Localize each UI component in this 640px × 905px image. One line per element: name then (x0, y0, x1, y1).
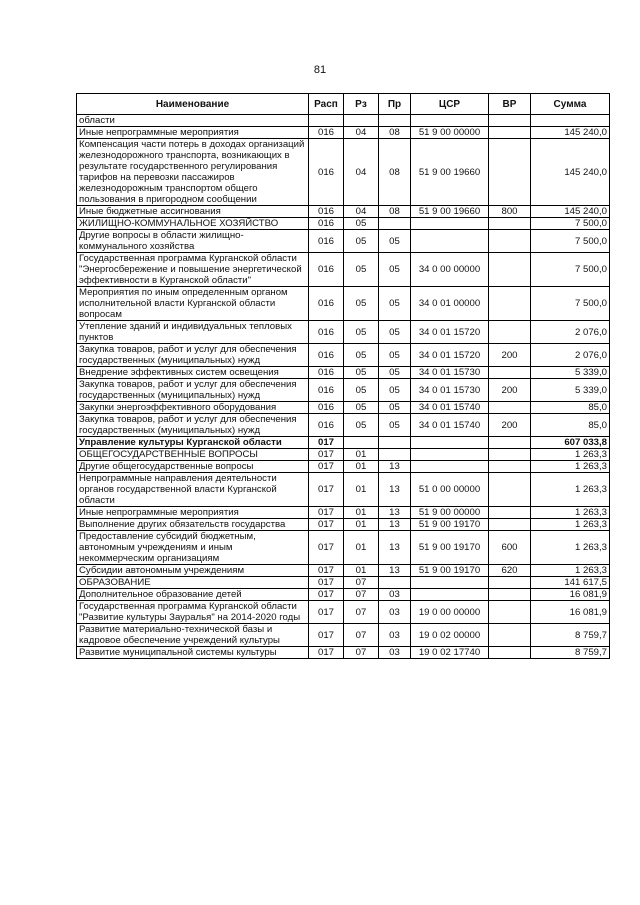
cell-pr: 05 (379, 414, 411, 437)
cell-name: ОБРАЗОВАНИЕ (77, 577, 309, 589)
cell-sum: 1 263,3 (531, 449, 610, 461)
cell-rz: 05 (344, 218, 379, 230)
cell-name: Субсидии автономным учреждениям (77, 565, 309, 577)
cell-rasp: 016 (309, 379, 344, 402)
cell-pr (379, 449, 411, 461)
cell-rz: 05 (344, 367, 379, 379)
table-row (77, 473, 610, 507)
cell-sum: 2 076,0 (531, 321, 610, 344)
table-row (77, 461, 610, 473)
cell-rz: 05 (344, 379, 379, 402)
cell-pr: 13 (379, 507, 411, 519)
cell-rasp: 016 (309, 367, 344, 379)
cell-rasp: 017 (309, 449, 344, 461)
cell-rasp: 017 (309, 473, 344, 507)
cell-name: Другие общегосударственные вопросы (77, 461, 309, 473)
cell-rasp: 016 (309, 230, 344, 253)
cell-csr: 19 0 02 17740 (411, 647, 489, 659)
cell-rasp: 016 (309, 321, 344, 344)
cell-name: Иные непрограммные мероприятия (77, 127, 309, 139)
cell-pr: 03 (379, 589, 411, 601)
cell-csr (411, 437, 489, 449)
cell-rz: 05 (344, 321, 379, 344)
cell-sum: 2 076,0 (531, 344, 610, 367)
cell-vr (489, 253, 531, 287)
cell-name: Закупка товаров, работ и услуг для обеспечения государственных (муниципальных) нужд (77, 344, 309, 367)
cell-pr: 13 (379, 531, 411, 565)
cell-csr (411, 230, 489, 253)
page-number: 81 (313, 64, 327, 76)
table-row (77, 437, 610, 449)
table-row (77, 414, 610, 437)
cell-rasp: 016 (309, 127, 344, 139)
cell-pr: 05 (379, 321, 411, 344)
cell-vr (489, 218, 531, 230)
cell-rasp: 016 (309, 287, 344, 321)
cell-name: Закупки энергоэффективного оборудования (77, 402, 309, 414)
cell-vr (489, 461, 531, 473)
table-row (77, 379, 610, 402)
cell-rz: 05 (344, 344, 379, 367)
cell-rz: 05 (344, 402, 379, 414)
cell-rasp: 017 (309, 519, 344, 531)
table-row (77, 507, 610, 519)
table-row (77, 127, 610, 139)
cell-csr: 34 0 01 00000 (411, 287, 489, 321)
cell-sum: 8 759,7 (531, 624, 610, 647)
cell-vr: 200 (489, 414, 531, 437)
cell-rasp: 017 (309, 461, 344, 473)
table-row (77, 367, 610, 379)
cell-rz: 05 (344, 287, 379, 321)
cell-name: ОБЩЕГОСУДАРСТВЕННЫЕ ВОПРОСЫ (77, 449, 309, 461)
cell-pr: 08 (379, 127, 411, 139)
cell-vr (489, 402, 531, 414)
table-row (77, 531, 610, 565)
cell-pr: 05 (379, 402, 411, 414)
cell-name: Государственная программа Курганской области "Развитие культуры Зауралья" на 2014-2020 годы (77, 601, 309, 624)
cell-rasp: 017 (309, 647, 344, 659)
table-row (77, 565, 610, 577)
cell-sum: 145 240,0 (531, 206, 610, 218)
cell-rasp: 017 (309, 437, 344, 449)
cell-name: Иные непрограммные мероприятия (77, 507, 309, 519)
cell-pr: 08 (379, 139, 411, 206)
cell-csr: 51 9 00 19170 (411, 531, 489, 565)
cell-rasp (309, 115, 344, 127)
cell-rz: 04 (344, 206, 379, 218)
cell-vr (489, 367, 531, 379)
cell-rasp: 017 (309, 601, 344, 624)
cell-sum: 16 081,9 (531, 589, 610, 601)
cell-vr: 200 (489, 344, 531, 367)
cell-csr: 51 9 00 19660 (411, 206, 489, 218)
cell-csr: 34 0 01 15740 (411, 402, 489, 414)
cell-sum: 1 263,3 (531, 473, 610, 507)
cell-sum: 85,0 (531, 414, 610, 437)
cell-rz: 05 (344, 253, 379, 287)
table-row (77, 577, 610, 589)
cell-rasp: 016 (309, 402, 344, 414)
cell-rz (344, 115, 379, 127)
table-row (77, 402, 610, 414)
header-rasp: Расп (309, 94, 344, 115)
cell-name: Предоставление субсидий бюджетным, автономным учреждениям и иным некоммерческим организациям (77, 531, 309, 565)
cell-rasp: 016 (309, 344, 344, 367)
cell-sum: 7 500,0 (531, 230, 610, 253)
cell-sum: 85,0 (531, 402, 610, 414)
cell-pr (379, 437, 411, 449)
cell-rasp: 016 (309, 414, 344, 437)
cell-rz: 01 (344, 461, 379, 473)
cell-rasp: 016 (309, 253, 344, 287)
cell-pr: 13 (379, 565, 411, 577)
cell-csr: 51 9 00 00000 (411, 127, 489, 139)
cell-name: Выполнение других обязательств государства (77, 519, 309, 531)
cell-rz: 07 (344, 577, 379, 589)
cell-rz: 07 (344, 624, 379, 647)
cell-sum: 1 263,3 (531, 461, 610, 473)
cell-rz: 05 (344, 230, 379, 253)
cell-rasp: 017 (309, 531, 344, 565)
cell-pr: 08 (379, 206, 411, 218)
cell-csr: 34 0 01 15740 (411, 414, 489, 437)
header-sum: Сумма (531, 94, 610, 115)
cell-name: Управление культуры Курганской области (77, 437, 309, 449)
cell-rz: 05 (344, 414, 379, 437)
cell-vr (489, 519, 531, 531)
cell-vr (489, 287, 531, 321)
cell-rasp: 016 (309, 218, 344, 230)
header-rz: Рз (344, 94, 379, 115)
cell-csr: 19 0 00 00000 (411, 601, 489, 624)
cell-rz: 01 (344, 449, 379, 461)
cell-vr (489, 624, 531, 647)
cell-sum: 607 033,8 (531, 437, 610, 449)
cell-rasp: 017 (309, 565, 344, 577)
table-row (77, 321, 610, 344)
cell-csr: 51 0 00 00000 (411, 473, 489, 507)
cell-vr: 620 (489, 565, 531, 577)
cell-pr: 05 (379, 367, 411, 379)
table-header-row (77, 94, 610, 115)
cell-name: Закупка товаров, работ и услуг для обеспечения государственных (муниципальных) нужд (77, 379, 309, 402)
cell-rasp: 017 (309, 577, 344, 589)
cell-vr (489, 437, 531, 449)
cell-csr: 34 0 01 15730 (411, 367, 489, 379)
cell-rasp: 016 (309, 206, 344, 218)
table-row (77, 218, 610, 230)
table-row (77, 253, 610, 287)
cell-rz: 01 (344, 473, 379, 507)
cell-pr: 13 (379, 519, 411, 531)
cell-sum: 1 263,3 (531, 531, 610, 565)
cell-name: Государственная программа Курганской области "Энергосбережение и повышение энергетической эффективности в Курганской области" (77, 253, 309, 287)
cell-sum: 141 617,5 (531, 577, 610, 589)
cell-name: области (77, 115, 309, 127)
cell-sum: 7 500,0 (531, 287, 610, 321)
table-row (77, 287, 610, 321)
cell-sum: 7 500,0 (531, 253, 610, 287)
cell-rz: 01 (344, 531, 379, 565)
table-row (77, 589, 610, 601)
cell-vr (489, 507, 531, 519)
cell-pr: 05 (379, 230, 411, 253)
cell-vr (489, 449, 531, 461)
cell-name: Закупка товаров, работ и услуг для обеспечения государственных (муниципальных) нужд (77, 414, 309, 437)
cell-pr: 05 (379, 379, 411, 402)
cell-rz: 07 (344, 647, 379, 659)
cell-vr (489, 139, 531, 206)
cell-sum: 1 263,3 (531, 565, 610, 577)
cell-name: Дополнительное образование детей (77, 589, 309, 601)
table-row (77, 601, 610, 624)
cell-pr: 03 (379, 624, 411, 647)
table-row (77, 344, 610, 367)
cell-csr: 51 9 00 19660 (411, 139, 489, 206)
cell-pr: 05 (379, 344, 411, 367)
cell-csr (411, 589, 489, 601)
cell-sum: 1 263,3 (531, 507, 610, 519)
table-row (77, 139, 610, 206)
table-row (77, 206, 610, 218)
cell-name: Утепление зданий и индивидуальных тепловых пунктов (77, 321, 309, 344)
cell-vr (489, 127, 531, 139)
cell-csr (411, 577, 489, 589)
cell-rasp: 017 (309, 624, 344, 647)
cell-csr (411, 461, 489, 473)
cell-rz: 04 (344, 127, 379, 139)
cell-rasp: 017 (309, 589, 344, 601)
cell-name: Непрограммные направления деятельности органов государственной власти Курганской области (77, 473, 309, 507)
cell-sum: 5 339,0 (531, 367, 610, 379)
table-row (77, 647, 610, 659)
cell-pr: 03 (379, 601, 411, 624)
cell-rz: 01 (344, 519, 379, 531)
cell-vr (489, 601, 531, 624)
cell-vr: 200 (489, 379, 531, 402)
cell-rz: 07 (344, 589, 379, 601)
table-row (77, 449, 610, 461)
cell-rz (344, 437, 379, 449)
cell-rz: 01 (344, 507, 379, 519)
cell-name: ЖИЛИЩНО-КОММУНАЛЬНОЕ ХОЗЯЙСТВО (77, 218, 309, 230)
cell-csr: 51 9 00 19170 (411, 565, 489, 577)
cell-pr (379, 115, 411, 127)
cell-rz: 04 (344, 139, 379, 206)
cell-vr (489, 647, 531, 659)
cell-name: Другие вопросы в области жилищно-коммунального хозяйства (77, 230, 309, 253)
cell-sum: 7 500,0 (531, 218, 610, 230)
cell-vr (489, 589, 531, 601)
cell-rasp: 016 (309, 139, 344, 206)
cell-csr (411, 115, 489, 127)
cell-pr: 13 (379, 461, 411, 473)
cell-vr (489, 230, 531, 253)
cell-sum: 16 081,9 (531, 601, 610, 624)
cell-name: Мероприятия по иным определенным органом исполнительной власти Курганской области вопросам (77, 287, 309, 321)
cell-pr: 05 (379, 287, 411, 321)
table-row (77, 624, 610, 647)
budget-table (76, 93, 610, 659)
header-name: Наименование (77, 94, 309, 115)
cell-vr (489, 115, 531, 127)
cell-vr (489, 321, 531, 344)
cell-sum: 8 759,7 (531, 647, 610, 659)
cell-vr (489, 577, 531, 589)
header-csr: ЦСР (411, 94, 489, 115)
cell-sum (531, 115, 610, 127)
cell-vr: 600 (489, 531, 531, 565)
cell-csr (411, 218, 489, 230)
cell-pr: 03 (379, 647, 411, 659)
cell-pr: 05 (379, 253, 411, 287)
header-vr: ВР (489, 94, 531, 115)
cell-csr: 34 0 00 00000 (411, 253, 489, 287)
table-body (77, 115, 610, 659)
header-pr: Пр (379, 94, 411, 115)
table-row (77, 230, 610, 253)
cell-name: Развитие материально-технической базы и кадровое обеспечение учреждений культуры (77, 624, 309, 647)
table-row (77, 519, 610, 531)
cell-csr: 34 0 01 15730 (411, 379, 489, 402)
cell-csr: 51 9 00 19170 (411, 519, 489, 531)
cell-rasp: 017 (309, 507, 344, 519)
cell-name: Иные бюджетные ассигнования (77, 206, 309, 218)
cell-sum: 145 240,0 (531, 127, 610, 139)
cell-csr (411, 449, 489, 461)
cell-csr: 19 0 02 00000 (411, 624, 489, 647)
cell-sum: 5 339,0 (531, 379, 610, 402)
cell-rz: 01 (344, 565, 379, 577)
cell-pr (379, 577, 411, 589)
cell-sum: 145 240,0 (531, 139, 610, 206)
table-row (77, 115, 610, 127)
cell-csr: 51 9 00 00000 (411, 507, 489, 519)
cell-name: Развитие муниципальной системы культуры (77, 647, 309, 659)
cell-vr (489, 473, 531, 507)
cell-csr: 34 0 01 15720 (411, 344, 489, 367)
cell-name: Внедрение эффективных систем освещения (77, 367, 309, 379)
cell-csr: 34 0 01 15720 (411, 321, 489, 344)
cell-name: Компенсация части потерь в доходах организаций железнодорожного транспорта, возникающих в результате государственного регулирования тарифов на перевозки пассажиров железнодорожным транспортом общего пользования в пригородном сообщении (77, 139, 309, 206)
cell-pr (379, 218, 411, 230)
cell-pr: 13 (379, 473, 411, 507)
cell-sum: 1 263,3 (531, 519, 610, 531)
cell-rz: 07 (344, 601, 379, 624)
cell-vr: 800 (489, 206, 531, 218)
